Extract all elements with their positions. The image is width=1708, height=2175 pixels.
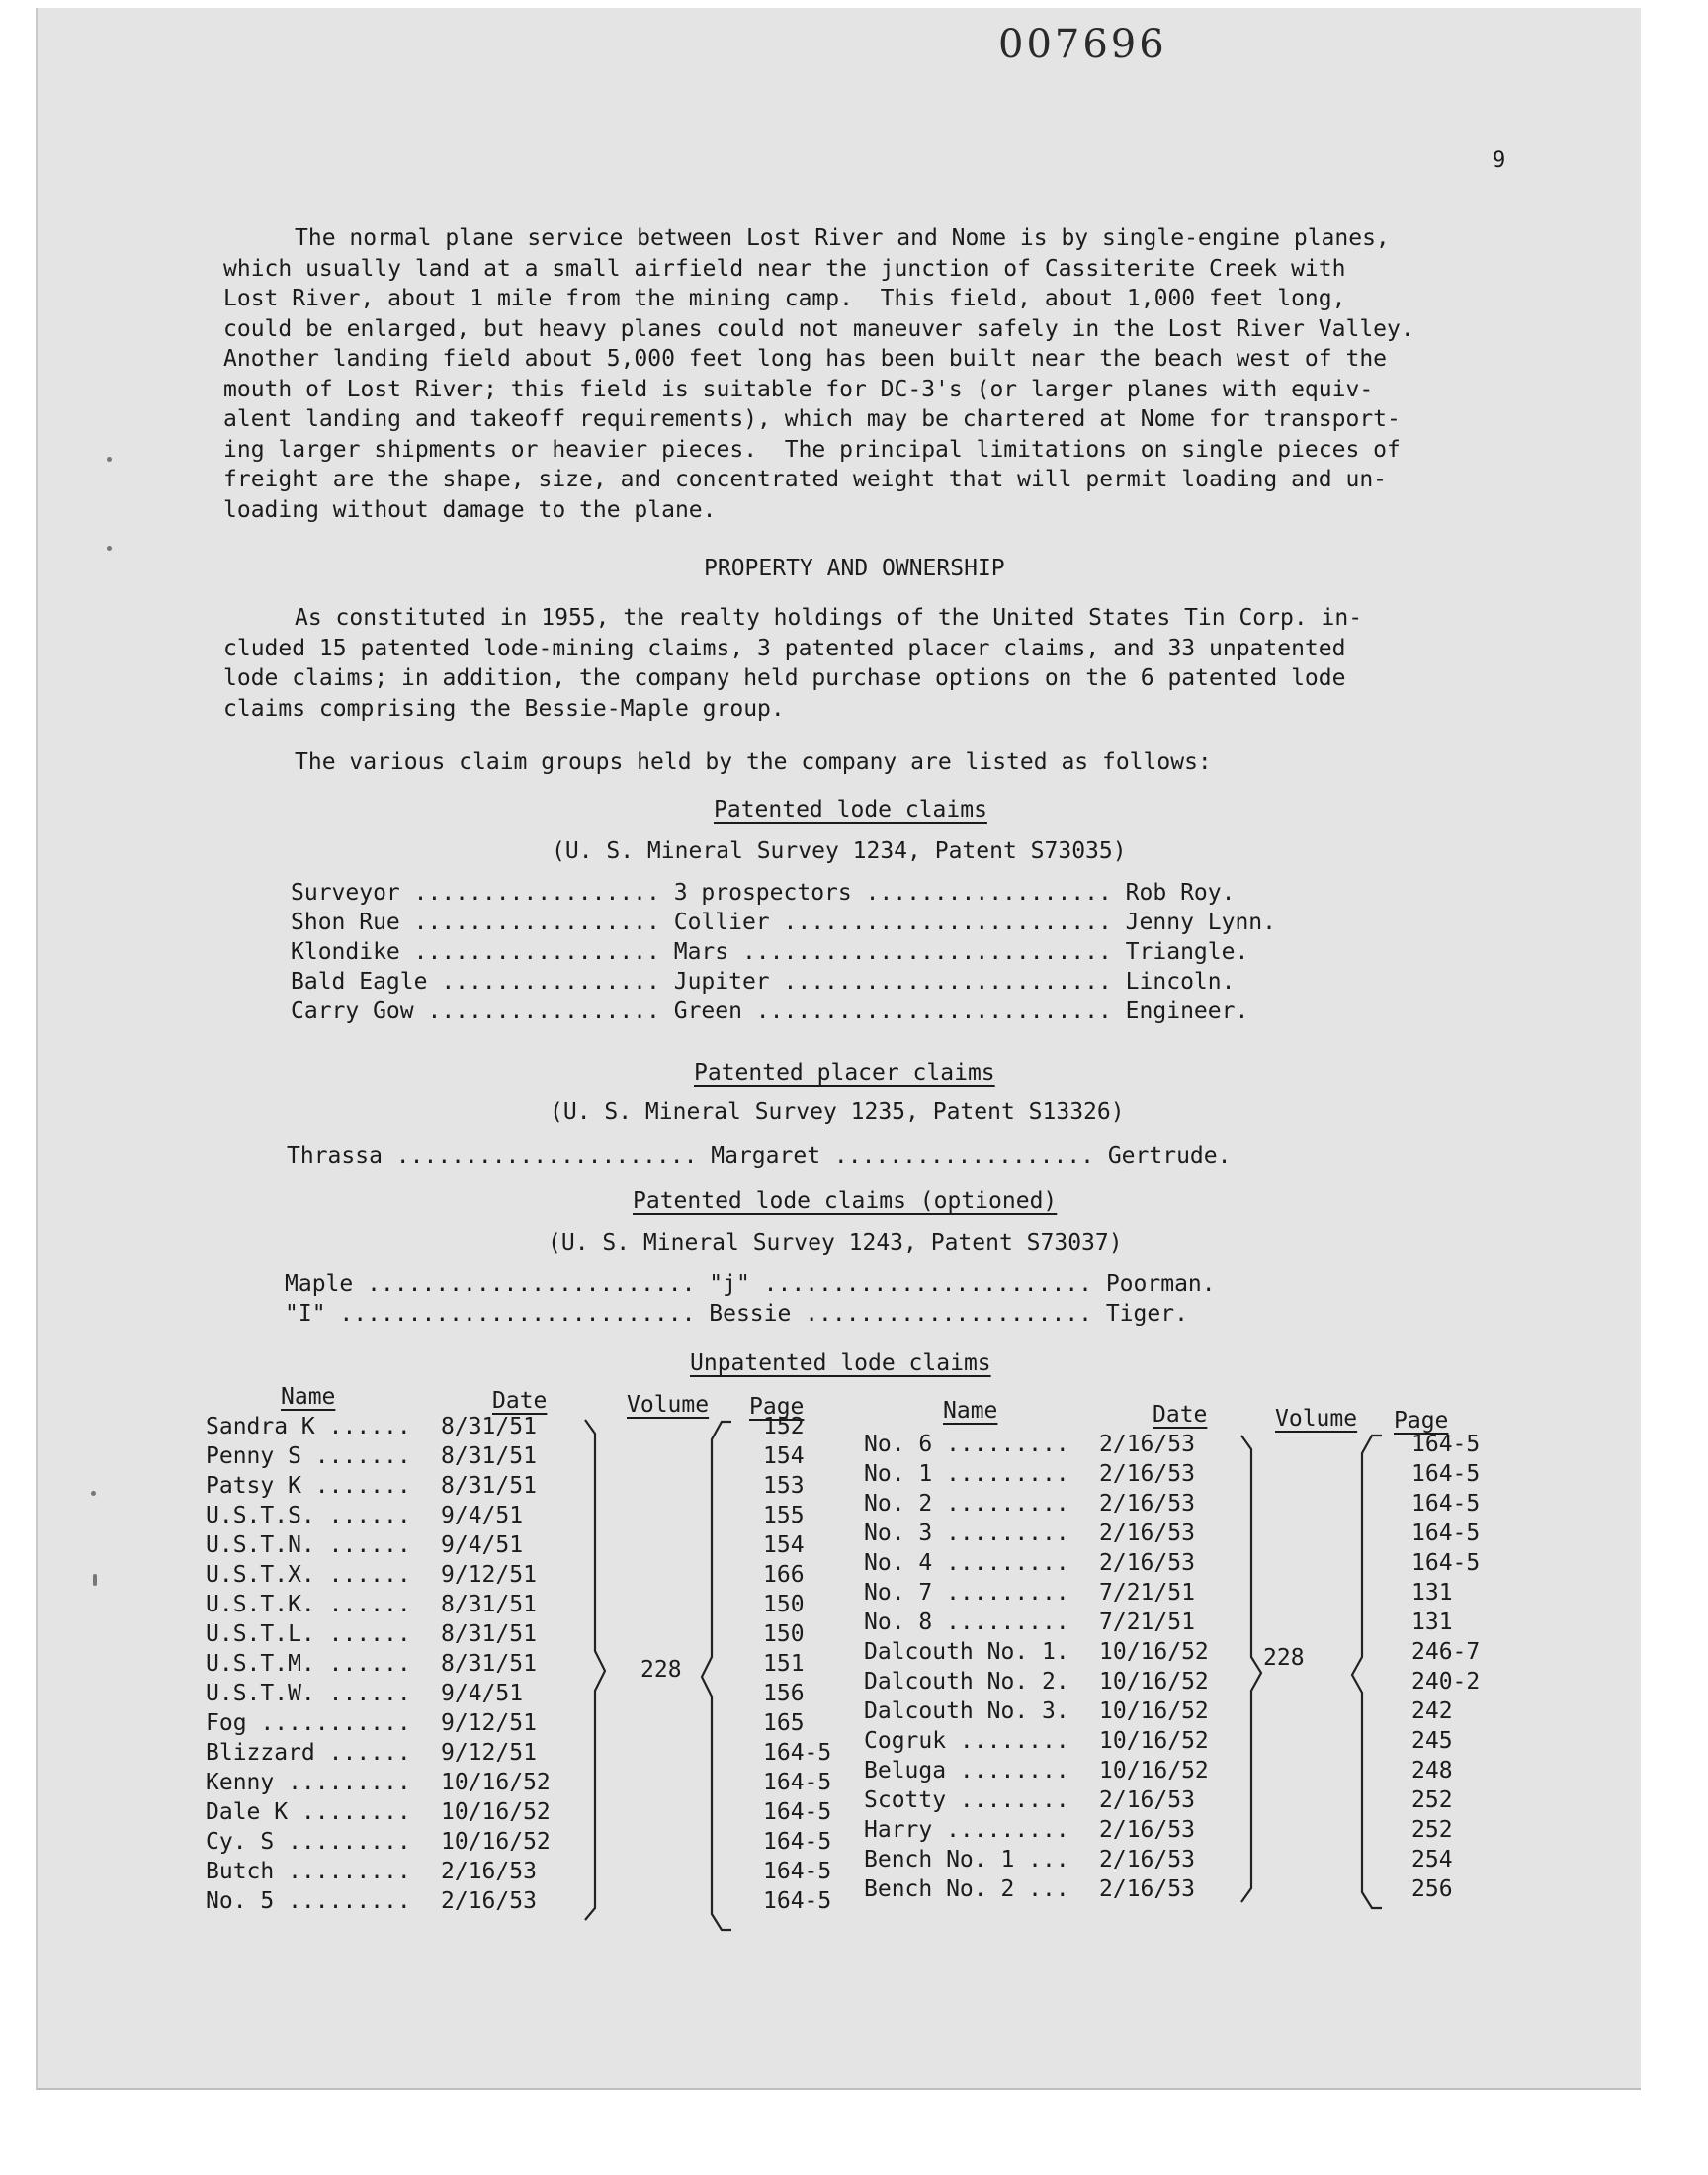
- claim-date: 10/16/52: [441, 1829, 551, 1855]
- paragraph-claim-groups: [223, 747, 1528, 778]
- claim-row: [864, 1667, 1500, 1696]
- claim-row: [206, 1857, 852, 1886]
- claim-volume-gap: [629, 1886, 763, 1916]
- claim-volume-gap: [1287, 1608, 1411, 1637]
- claim-name: Scotty ........: [864, 1787, 1069, 1813]
- claim-page: 246-7: [1411, 1639, 1481, 1665]
- claim-page: 151: [763, 1651, 805, 1677]
- claim-page: 164-5: [763, 1829, 832, 1855]
- claim-volume-gap: [629, 1857, 763, 1886]
- claim-page: 152: [763, 1414, 805, 1439]
- claim-page: 164-5: [1411, 1550, 1481, 1576]
- claim-name: Dale K ........: [206, 1799, 411, 1825]
- claim-date: 2/16/53: [1099, 1847, 1195, 1872]
- claim-volume-gap: [1287, 1756, 1411, 1785]
- text-line: lode claims; in addition, the company held purchase options on the 6 patented lode: [223, 665, 1346, 691]
- claim-volume-gap: [629, 1708, 763, 1738]
- claim-row: [864, 1489, 1500, 1519]
- claim-date: 8/31/51: [441, 1592, 537, 1617]
- claim-row: [206, 1708, 852, 1738]
- claim-page: 164-5: [763, 1859, 832, 1884]
- claim-name: No. 5 .........: [206, 1888, 411, 1914]
- claim-name: No. 8 .........: [864, 1610, 1069, 1635]
- claim-volume-gap: [629, 1412, 763, 1441]
- claim-date: 8/31/51: [441, 1651, 537, 1677]
- claim-name: Penny S .......: [206, 1443, 411, 1469]
- claim-row: [864, 1519, 1500, 1548]
- claim-page: 164-5: [1411, 1432, 1481, 1457]
- text-line: The normal plane service between Lost River and Nome is by single-engine planes,: [295, 225, 1390, 251]
- claim-page: 242: [1411, 1698, 1453, 1724]
- claim-volume-gap: [1287, 1845, 1411, 1874]
- margin-speck: [93, 1574, 97, 1586]
- claim-date: 10/16/52: [1099, 1669, 1209, 1695]
- claim-page: 131: [1411, 1580, 1453, 1606]
- claim-date: 9/4/51: [441, 1532, 524, 1558]
- claim-page: 164-5: [1411, 1491, 1481, 1517]
- claim-date: 2/16/53: [1099, 1521, 1195, 1546]
- claim-row: [206, 1530, 852, 1560]
- document-number: 007696: [998, 22, 1167, 67]
- claim-page: 248: [1411, 1758, 1453, 1784]
- claim-volume-gap: [1287, 1459, 1411, 1489]
- claim-volume-gap: [1287, 1874, 1411, 1904]
- claim-row: [206, 1501, 852, 1530]
- claim-name: U.S.T.N. ......: [206, 1532, 411, 1558]
- patented-lode-heading: Patented lode claims: [714, 797, 987, 823]
- claim-date: 10/16/52: [1099, 1728, 1209, 1754]
- claim-page: 164-5: [1411, 1461, 1481, 1487]
- claim-name: No. 3 .........: [864, 1521, 1069, 1546]
- claim-name: Dalcouth No. 3.: [864, 1698, 1069, 1724]
- claim-row: [206, 1827, 852, 1857]
- opening-brace: [1350, 1434, 1384, 1912]
- claim-page: 154: [763, 1532, 805, 1558]
- claim-name: U.S.T.K. ......: [206, 1592, 411, 1617]
- claim-row: [206, 1886, 852, 1916]
- text-line: loading without damage to the plane.: [223, 496, 717, 523]
- claim-name: Blizzard ......: [206, 1740, 411, 1766]
- claim-name: U.S.T.W. ......: [206, 1681, 411, 1706]
- claim-volume-gap: [629, 1441, 763, 1471]
- text-line: which usually land at a small airfield near the junction of Cassiterite Creek with: [223, 255, 1346, 282]
- claim-volume-gap: [629, 1738, 763, 1768]
- claim-page: 240-2: [1411, 1669, 1481, 1695]
- claim-date: 7/21/51: [1099, 1580, 1195, 1606]
- text-line: claims comprising the Bessie-Maple group.: [223, 695, 785, 722]
- claim-page: 164-5: [763, 1770, 832, 1795]
- claim-date: 10/16/52: [1099, 1698, 1209, 1724]
- claim-volume-gap: [1287, 1519, 1411, 1548]
- col-date-header: Date: [1153, 1402, 1208, 1428]
- claim-volume-gap: [629, 1768, 763, 1797]
- volume-value: 228: [640, 1657, 682, 1683]
- claim-name: Bench No. 2 ...: [864, 1876, 1069, 1902]
- claim-date: 2/16/53: [1099, 1432, 1195, 1457]
- claim-row: [206, 1649, 852, 1679]
- col-date-header: Date: [492, 1388, 548, 1414]
- claim-row: [864, 1608, 1500, 1637]
- col-page-header: Page: [1394, 1408, 1449, 1434]
- claim-date: 2/16/53: [1099, 1550, 1195, 1576]
- claim-name: Patsy K .......: [206, 1473, 411, 1499]
- optioned-row: Maple ........................ "j" ........................ Poorman.: [285, 1271, 1216, 1297]
- claim-row: [206, 1560, 852, 1590]
- claim-date: 2/16/53: [1099, 1491, 1195, 1517]
- claim-date: 9/4/51: [441, 1503, 524, 1528]
- claim-name: U.S.T.M. ......: [206, 1651, 411, 1677]
- claim-name: Butch .........: [206, 1859, 411, 1884]
- closing-brace: [1239, 1432, 1263, 1906]
- claim-date: 9/12/51: [441, 1562, 537, 1588]
- patented-placer-survey: (U. S. Mineral Survey 1235, Patent S13326): [550, 1099, 1125, 1125]
- margin-speck: [91, 1491, 96, 1496]
- opening-brace: [700, 1420, 733, 1934]
- patented-lode-row: Surveyor .................. 3 prospectors .................. Rob Roy.: [291, 880, 1236, 906]
- claim-row: [206, 1619, 852, 1649]
- claim-page: 252: [1411, 1817, 1453, 1843]
- text-line: could be enlarged, but heavy planes could not maneuver safely in the Lost River Valley.: [223, 315, 1414, 342]
- col-name-header: Name: [943, 1398, 998, 1424]
- claim-volume-gap: [629, 1827, 763, 1857]
- claim-page: 164-5: [763, 1799, 832, 1825]
- patented-lode-survey: (U. S. Mineral Survey 1234, Patent S73035): [552, 838, 1127, 864]
- claim-volume-gap: [629, 1797, 763, 1827]
- claim-row: [864, 1430, 1500, 1459]
- claim-volume-gap: [629, 1471, 763, 1501]
- claim-name: Beluga ........: [864, 1758, 1069, 1784]
- patented-lode-row: Shon Rue .................. Collier ........................ Jenny Lynn.: [291, 910, 1276, 935]
- claim-page: 254: [1411, 1847, 1453, 1872]
- claim-date: 2/16/53: [1099, 1787, 1195, 1813]
- claim-name: No. 6 .........: [864, 1432, 1069, 1457]
- claim-page: 164-5: [763, 1740, 832, 1766]
- claim-volume-gap: [1287, 1548, 1411, 1578]
- claim-page: 155: [763, 1503, 805, 1528]
- claim-date: 9/12/51: [441, 1710, 537, 1736]
- claim-name: No. 2 .........: [864, 1491, 1069, 1517]
- claim-page: 256: [1411, 1876, 1453, 1902]
- col-volume-header: Volume: [627, 1392, 710, 1418]
- margin-speck: [107, 546, 112, 551]
- claim-name: U.S.T.X. ......: [206, 1562, 411, 1588]
- claim-date: 2/16/53: [441, 1859, 537, 1884]
- col-volume-header: Volume: [1275, 1406, 1358, 1432]
- patented-lode-row: Carry Gow ................. Green .......................... Engineer.: [291, 999, 1249, 1024]
- claim-volume-gap: [1287, 1637, 1411, 1667]
- claim-page: 245: [1411, 1728, 1453, 1754]
- text-line: The various claim groups held by the company are listed as follows:: [295, 749, 1212, 775]
- text-line: Lost River, about 1 mile from the mining camp. This field, about 1,000 feet long,: [223, 286, 1346, 311]
- col-page-header: Page: [749, 1394, 805, 1420]
- claim-name: No. 4 .........: [864, 1550, 1069, 1576]
- claim-name: Harry .........: [864, 1817, 1069, 1843]
- claim-name: Bench No. 1 ...: [864, 1847, 1069, 1872]
- patented-placer-heading: Patented placer claims: [694, 1060, 995, 1086]
- text-line: cluded 15 patented lode-mining claims, 3 patented placer claims, and 33 unpatented: [223, 635, 1346, 661]
- claim-row: [864, 1578, 1500, 1608]
- claim-page: 150: [763, 1592, 805, 1617]
- closing-brace: [583, 1416, 607, 1924]
- claim-row: [864, 1845, 1500, 1874]
- claim-row: [864, 1548, 1500, 1578]
- claim-volume-gap: [1287, 1578, 1411, 1608]
- claim-volume-gap: [629, 1501, 763, 1530]
- optioned-row: "I" .......................... Bessie ..................... Tiger.: [285, 1301, 1188, 1327]
- claim-name: Cogruk ........: [864, 1728, 1069, 1754]
- claim-volume-gap: [629, 1590, 763, 1619]
- claim-row: [864, 1696, 1500, 1726]
- claim-name: Fog ...........: [206, 1710, 411, 1736]
- claim-volume-gap: [629, 1679, 763, 1708]
- claim-row: [206, 1797, 852, 1827]
- claim-name: U.S.T.L. ......: [206, 1621, 411, 1647]
- claim-date: 7/21/51: [1099, 1610, 1195, 1635]
- claim-row: [206, 1441, 852, 1471]
- claim-row: [864, 1756, 1500, 1785]
- claim-page: 165: [763, 1710, 805, 1736]
- claim-date: 2/16/53: [441, 1888, 537, 1914]
- claim-row: [864, 1874, 1500, 1904]
- unpatented-table-right: [864, 1430, 1500, 1904]
- claim-volume-gap: [1287, 1815, 1411, 1845]
- patented-placer-row: Thrassa ...................... Margaret ................... Gertrude.: [287, 1143, 1232, 1169]
- page-number: 9: [1493, 148, 1506, 173]
- claim-row: [864, 1785, 1500, 1815]
- claim-date: 2/16/53: [1099, 1461, 1195, 1487]
- claim-page: 131: [1411, 1610, 1453, 1635]
- claim-row: [206, 1679, 852, 1708]
- section-heading: PROPERTY AND OWNERSHIP: [704, 556, 1005, 581]
- claim-date: 8/31/51: [441, 1621, 537, 1647]
- claim-page: 150: [763, 1621, 805, 1647]
- claim-volume-gap: [629, 1530, 763, 1560]
- text-line: mouth of Lost River; this field is suitable for DC-3's (or larger planes with equiv-: [223, 376, 1374, 402]
- claim-date: 8/31/51: [441, 1473, 537, 1499]
- claim-row: [206, 1412, 852, 1441]
- claim-row: [206, 1471, 852, 1501]
- claim-name: Dalcouth No. 2.: [864, 1669, 1069, 1695]
- claim-volume-gap: [1287, 1667, 1411, 1696]
- claim-date: 8/31/51: [441, 1414, 537, 1439]
- volume-value: 228: [1263, 1645, 1305, 1671]
- claim-date: 10/16/52: [1099, 1758, 1209, 1784]
- claim-row: [864, 1459, 1500, 1489]
- claim-date: 10/16/52: [441, 1770, 551, 1795]
- claim-row: [206, 1768, 852, 1797]
- text-line: freight are the shape, size, and concentrated weight that will permit loading and un-: [223, 467, 1388, 492]
- unpatented-heading: Unpatented lode claims: [690, 1350, 991, 1376]
- claim-date: 8/31/51: [441, 1443, 537, 1469]
- text-line: Another landing field about 5,000 feet long has been built near the beach west of the: [223, 346, 1388, 372]
- claim-date: 10/16/52: [1099, 1639, 1209, 1665]
- claim-name: U.S.T.S. ......: [206, 1503, 411, 1528]
- optioned-heading: Patented lode claims (optioned): [633, 1188, 1058, 1214]
- claim-name: Cy. S .........: [206, 1829, 411, 1855]
- text-line: As constituted in 1955, the realty holdings of the United States Tin Corp. in-: [295, 605, 1363, 631]
- claim-name: No. 7 .........: [864, 1580, 1069, 1606]
- claim-page: 153: [763, 1473, 805, 1499]
- claim-volume-gap: [1287, 1430, 1411, 1459]
- claim-name: Kenny .........: [206, 1770, 411, 1795]
- claim-volume-gap: [1287, 1489, 1411, 1519]
- claim-page: 164-5: [763, 1888, 832, 1914]
- text-line: alent landing and takeoff requirements), which may be chartered at Nome for transport-: [223, 406, 1401, 432]
- claim-page: 166: [763, 1562, 805, 1588]
- claim-page: 164-5: [1411, 1521, 1481, 1546]
- claim-date: 2/16/53: [1099, 1817, 1195, 1843]
- claim-row: [206, 1738, 852, 1768]
- paragraph-realty: [223, 603, 1528, 724]
- patented-lode-row: Klondike .................. Mars ........................... Triangle.: [291, 939, 1249, 965]
- claim-name: Dalcouth No. 1.: [864, 1639, 1069, 1665]
- optioned-survey: (U. S. Mineral Survey 1243, Patent S73037): [548, 1230, 1123, 1256]
- claim-name: No. 1 .........: [864, 1461, 1069, 1487]
- claim-date: 2/16/53: [1099, 1876, 1195, 1902]
- claim-volume-gap: [1287, 1696, 1411, 1726]
- claim-volume-gap: [1287, 1785, 1411, 1815]
- margin-speck: [107, 457, 112, 462]
- claim-row: [206, 1590, 852, 1619]
- claim-page: 156: [763, 1681, 805, 1706]
- claim-volume-gap: [1287, 1726, 1411, 1756]
- unpatented-table-left: [206, 1412, 852, 1916]
- claim-date: 10/16/52: [441, 1799, 551, 1825]
- claim-page: 252: [1411, 1787, 1453, 1813]
- patented-lode-row: Bald Eagle ................ Jupiter ........................ Lincoln.: [291, 969, 1236, 995]
- claim-row: [864, 1726, 1500, 1756]
- claim-row: [864, 1815, 1500, 1845]
- claim-page: 154: [763, 1443, 805, 1469]
- col-name-header: Name: [281, 1384, 336, 1410]
- claim-volume-gap: [629, 1619, 763, 1649]
- paragraph-air-service: [223, 223, 1528, 525]
- claim-volume-gap: [629, 1560, 763, 1590]
- text-line: ing larger shipments or heavier pieces. The principal limitations on single pieces of: [223, 436, 1401, 463]
- claim-date: 9/12/51: [441, 1740, 537, 1766]
- claim-name: Sandra K ......: [206, 1414, 411, 1439]
- claim-row: [864, 1637, 1500, 1667]
- claim-date: 9/4/51: [441, 1681, 524, 1706]
